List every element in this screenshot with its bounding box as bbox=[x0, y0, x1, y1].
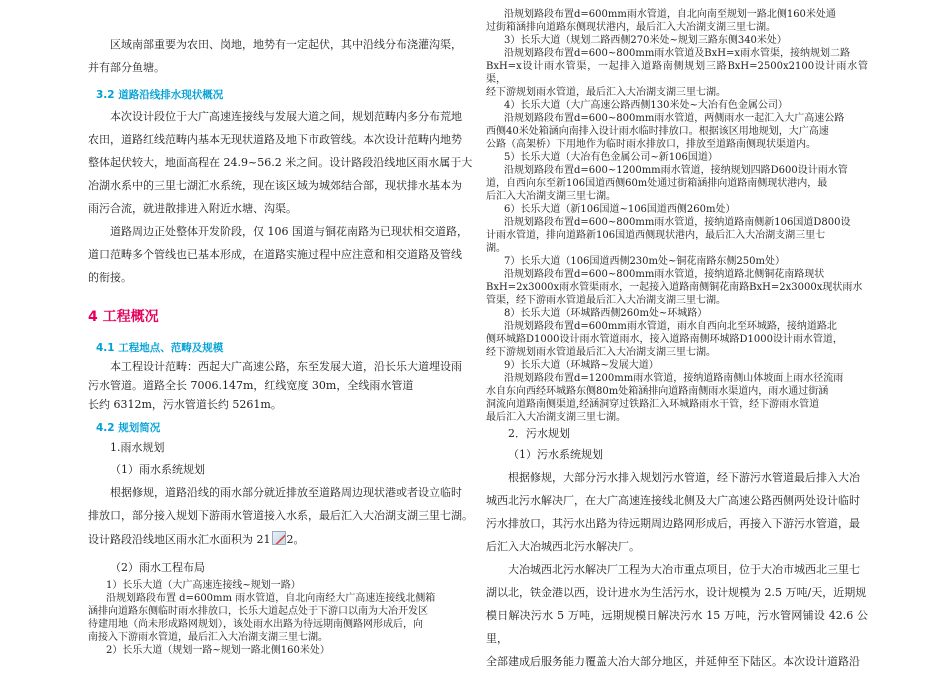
paragraph-text: 沿规划路段布置d=600~800mm雨水管道，接纳道路北侧铜花南路现状 bbox=[504, 269, 825, 280]
paragraph-text: 沿规划路段布置d=600~800mm雨水管道及BxH=x雨水管渠，接纳规划二路 bbox=[504, 48, 851, 59]
paragraph-text: 湖以北，铁金港以西，设计进水为生活污水，设计规模为 2.5 万吨/天，近期规 bbox=[486, 586, 867, 599]
list-item-title: 8）长乐大道（环城路西侧260m处~环城路） bbox=[504, 308, 708, 319]
chapter-heading-4: 4 工程概况 bbox=[88, 309, 159, 325]
paragraph-text: 后汇入大冶湖支湖三里七湖。 bbox=[486, 191, 616, 202]
broken-image-icon bbox=[272, 531, 286, 545]
paragraph-text: 西侧40米处箱涵向南排入设计雨水临时排放口。根据该区用地规划，大广高速 bbox=[486, 126, 829, 137]
subheading-text: （2）雨水工程布局 bbox=[110, 561, 205, 574]
subheading-text: 1.雨水规划 bbox=[110, 441, 165, 454]
paragraph-text: 经下游规划雨水管道，最后汇入大冶湖支湖三里七湖。 bbox=[486, 87, 726, 98]
paragraph-text: 水自东向西经环城路东侧80m处箱涵排向道路南侧雨水渠道内，雨水通过街涵 bbox=[486, 386, 829, 397]
paragraph-text: 区域南部重要为农田、岗地，地势有一定起伏，其中沿线分布浇灌沟渠， bbox=[110, 38, 462, 51]
paragraph-text: 沿规划路段布置d=600mm雨水管道，自北向南至规划一路北侧160米处通 bbox=[504, 9, 836, 20]
right-column bbox=[486, 0, 868, 673]
paragraph-text: 城西北污水解决厂，在大广高速连接线北侧及大广高速公路西侧两处设计临时 bbox=[486, 494, 860, 507]
section-heading-4-1: 4.1 工程地点、范畴及规模 bbox=[96, 342, 224, 354]
list-item-title: 5）长乐大道（大冶有色金属公司~新106国道） bbox=[504, 152, 718, 163]
paragraph-text: 大冶城西北污水解决厂工程为大冶市重点项目，位于大冶市城西北三里七 bbox=[508, 563, 860, 576]
paragraph-text: BxH=2x3000x雨水管渠雨水，一起接入道路南侧铜花南路BxH=2x3000x现状雨水 bbox=[486, 282, 863, 293]
subheading-text: （1）雨水系统规划 bbox=[110, 463, 205, 476]
paragraph-text: 道路周边正处整体开发阶段，仅 106 国道与铜花南路为已现状相交道路， bbox=[110, 225, 468, 238]
paragraph-text: 整体起伏较大，地面高程在 24.9~56.2 米之间。设计路段沿线地区雨水属于大 bbox=[88, 156, 473, 169]
list-item-title: 4）长乐大道（大广高速公路西侧130米处~大冶有色金属公司） bbox=[504, 100, 788, 111]
paragraph-text: 管渠，经下游雨水管道最后汇入大冶湖支湖三里七湖。 bbox=[486, 295, 726, 306]
paragraph-text: 后汇入大冶城西北污水解决厂。 bbox=[486, 540, 640, 553]
paragraph-text bbox=[88, 527, 476, 553]
list-item-title: 3）长乐大道（规划二路西侧270米处~规划三路东侧340米处） bbox=[504, 35, 787, 46]
paragraph-text: 农田，道路红线范畴内基本无现状道路及地下市政管线。本次设计范畴内地势 bbox=[88, 133, 462, 146]
list-item-title: 6）长乐大道（新106国道~106国道西侧260m处） bbox=[504, 204, 736, 215]
paragraph-text: 计雨水管道，排向道路新106国道西侧现状港内，最后汇入大冶湖支湖三里七 bbox=[486, 230, 826, 241]
section-heading-3-2: 3.2 道路沿线排水现状概况 bbox=[96, 89, 224, 101]
paragraph-text: 模日解决污水 5 万吨，远期规模日解决污水 15 万吨，污水管网铺设 42.6 公里， bbox=[486, 609, 868, 645]
paragraph-text: 侧环城路D1000设计雨水管道雨水，接入道路南侧环城路D1000设计雨水管道， bbox=[486, 334, 843, 345]
paragraph-text: 湖。 bbox=[486, 243, 506, 254]
list-item-title: 2）长乐大道（规划一路~规划一路北侧160米处） bbox=[106, 645, 330, 656]
left-column bbox=[88, 0, 476, 657]
paragraph-text: 涵排向道路东侧临时雨水排放口，长乐大道起点处于下游口以南为大冶开发区 bbox=[88, 606, 428, 617]
paragraph-text: 沿规划路段布置d=600~800mm雨水管道，接纳道路南侧新106国道D800设 bbox=[504, 217, 851, 228]
paragraph-text: 长约 6312m，污水管道长约 5261m。 bbox=[88, 398, 282, 411]
paragraph-text: BxH=x设计雨水管渠，一起排入道路南侧规划三路BxH=2500x2100设计雨水管渠， bbox=[486, 61, 868, 85]
paragraph-text: 本工程设计范畴：西起大广高速公路，东至发展大道，沿长乐大道埋设雨 bbox=[110, 360, 462, 373]
paragraph-text: 雨污合流，就进散排进入附近水塘、沟渠。 bbox=[88, 202, 297, 215]
paragraph-text: 过街箱涵排向道路东侧现状港内，最后汇入大冶湖支湖三里七湖。 bbox=[486, 22, 776, 33]
text-fragment: 2。 bbox=[286, 533, 305, 546]
paragraph-text: 冶湖水系中的三里七湖汇水系统，现在该区域为城郊结合部，现状排水基本为 bbox=[88, 179, 462, 192]
paragraph-text: 南接入下游雨水管道，最后汇入大冶湖支湖三里七湖。 bbox=[88, 632, 328, 643]
paragraph-text: 排放口，部分接入规划下游雨水管道接入水系，最后汇入大冶湖支湖三里七湖。 bbox=[88, 509, 473, 522]
list-item-title: 1）长乐大道（大广高速连接线~规划一路） bbox=[106, 580, 301, 591]
list-item-title: 7）长乐大道（106国道西侧230m处~铜花南路东侧250m处） bbox=[504, 256, 785, 267]
paragraph-text: 根据修规，道路沿线的雨水部分就近排放至道路周边现状港或者设立临时 bbox=[110, 486, 462, 499]
paragraph-text: 根据修规，大部分污水排入规划污水管道，经下游污水管道最后排入大冶 bbox=[508, 471, 860, 484]
paragraph-text: 公路（高架桥）下用地作为临时雨水排放口，排放至道路南侧现状渠道内。 bbox=[486, 139, 816, 150]
paragraph-text: 洞流向道路南侧渠道,经涵洞穿过铁路汇入环城路雨水干管，经下游雨水管道 bbox=[486, 399, 820, 410]
list-item-title: 9）长乐大道（环城路~发展大道） bbox=[504, 360, 659, 371]
paragraph-text: 道，自西向东至新106国道西侧60m处通过街箱涵排向道路南侧现状港内，最 bbox=[486, 178, 828, 189]
paragraph-text: 污水排放口，其污水出路为待远期周边路网形成后，再接入下游污水管道，最 bbox=[486, 517, 860, 530]
subheading-text: （1）污水系统规划 bbox=[508, 448, 603, 461]
section-heading-4-2: 4.2 规划简况 bbox=[96, 422, 161, 434]
paragraph-text: 沿规划路段布置d=600mm雨水管道，雨水自西向北至环城路，接纳道路北 bbox=[504, 321, 837, 332]
paragraph-text: 的衔接。 bbox=[88, 271, 132, 284]
paragraph-text: 沿规划路段布置 d=600mm 雨水管道，自北向南经大广高速连接线北侧箱 bbox=[106, 593, 436, 604]
paragraph-text: 道口范畴多个管线也已基本形成，在道路实施过程中应注意和相交道路及管线 bbox=[88, 248, 462, 261]
paragraph-text: 本次设计段位于大广高速连接线与发展大道之间，规划范畴内多分布荒地 bbox=[110, 110, 462, 123]
paragraph-text: 最后汇入大冶湖支湖三里七湖。 bbox=[486, 412, 626, 423]
paragraph-text: 沿规划路段布置d=1200mm雨水管道，接纳道路南侧山体坡面上雨水径流雨 bbox=[504, 373, 844, 384]
paragraph-text: 沿规划路段布置d=600~800mm雨水管道，两侧雨水一起汇入大广高速公路 bbox=[504, 113, 845, 124]
paragraph-text: 沿规划路段布置d=600~1200mm雨水管道，接纳规划四路D600设计雨水管 bbox=[504, 165, 848, 176]
paragraph-text: 全部建成后服务能力覆盖大冶大部分地区，并延伸至下陆区。本次设计道路沿 bbox=[486, 655, 860, 668]
paragraph-text: 污水管道。道路全长 7006.147m，红线宽度 30m，全线雨水管道 bbox=[88, 379, 414, 392]
text-fragment: 设计路段沿线地区雨水汇水面积为 21 bbox=[88, 533, 271, 546]
paragraph-text: 经下游规划雨水管道最后汇入大冶湖支湖三里七湖。 bbox=[486, 347, 716, 358]
subheading-text: 2．污水规划 bbox=[508, 427, 570, 440]
paragraph-text: 待建用地（尚未形成路网规划），该处雨水出路为待远期南侧路网形成后，向 bbox=[88, 619, 423, 630]
paragraph-text: 并有部分鱼塘。 bbox=[88, 61, 165, 74]
